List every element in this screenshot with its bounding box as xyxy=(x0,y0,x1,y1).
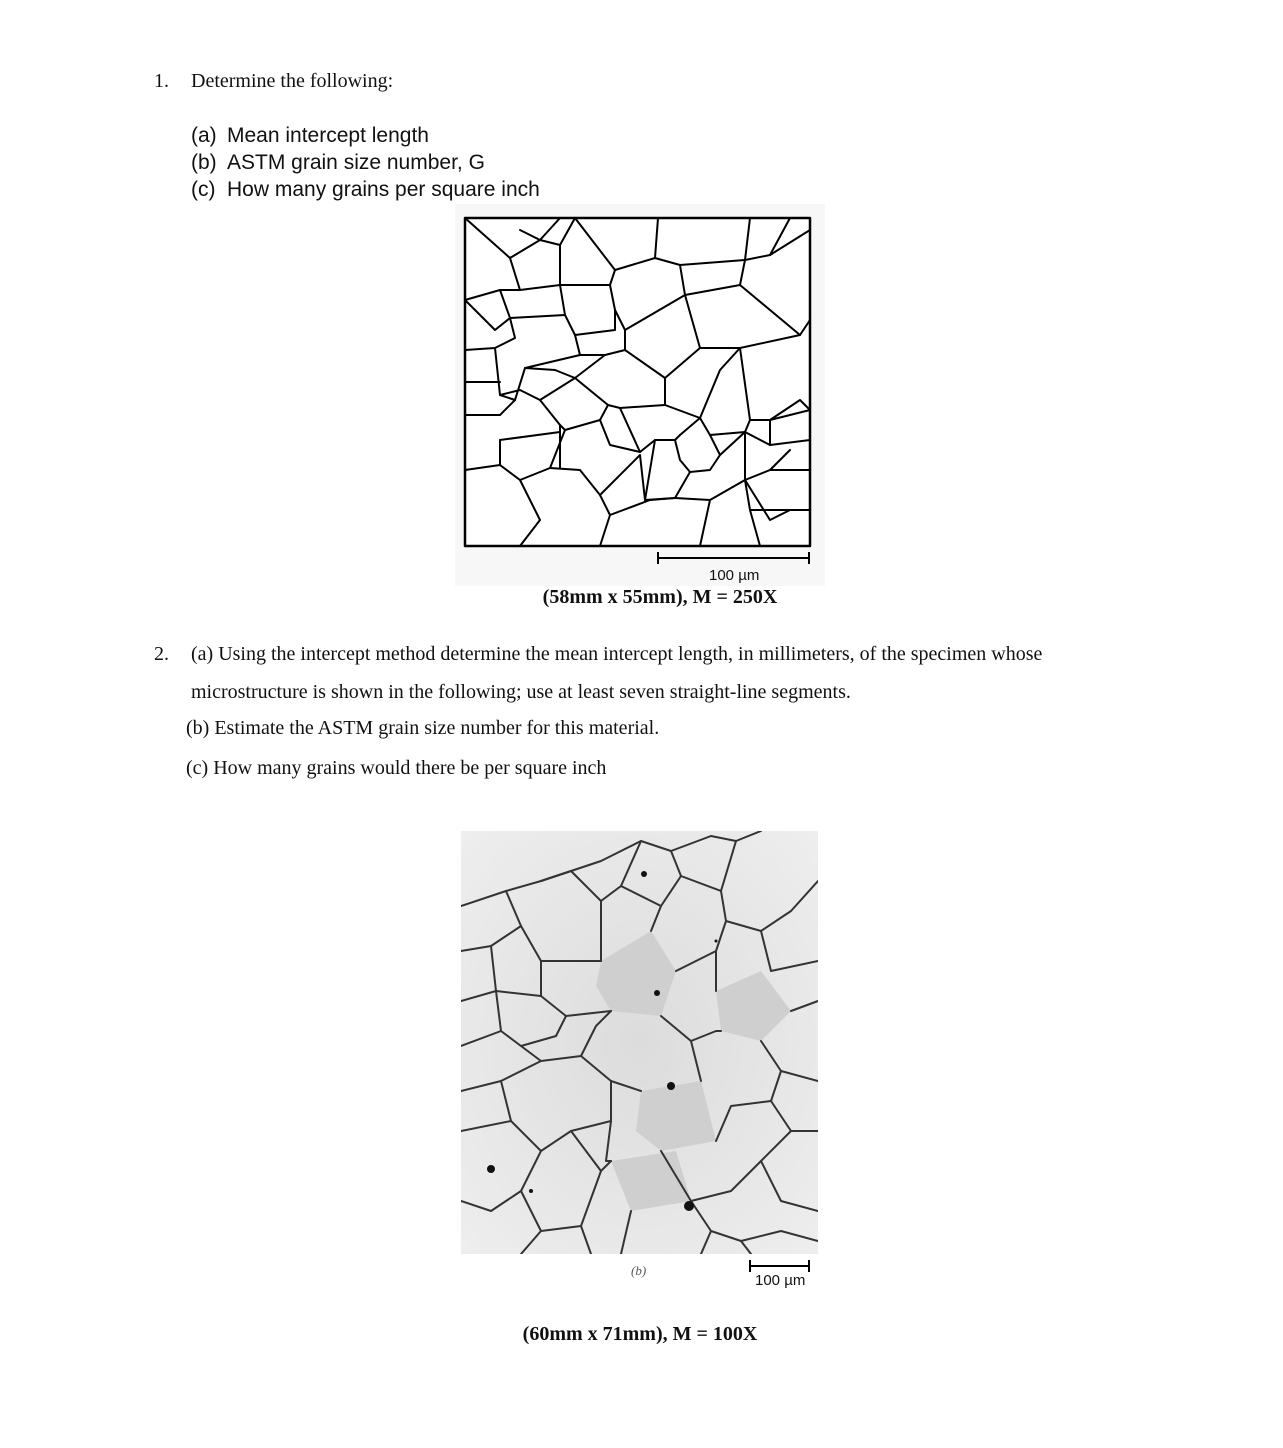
figure-2-caption: (60mm x 71mm), M = 100X xyxy=(522,1323,758,1345)
question-1-number: 1. xyxy=(154,70,169,92)
figure-2-panel-label: (b) xyxy=(631,1263,647,1278)
question-1-item-c xyxy=(191,178,540,202)
item-text: ASTM grain size number, G xyxy=(227,151,485,174)
item-label: (b) xyxy=(191,151,217,174)
item-label: (c) xyxy=(191,178,216,201)
question-2-part-a-line-1: (a) Using the intercept method determine the mean intercept length, in millimeters, of the specimen whose xyxy=(191,643,1043,665)
question-2-part-b: (b) Estimate the ASTM grain size number for this material. xyxy=(186,717,660,739)
figure-1-scale-label: 100 µm xyxy=(709,567,760,584)
question-1-item-a xyxy=(191,124,429,148)
grain-schematic-figure xyxy=(455,204,825,586)
item-label: (a) xyxy=(191,124,217,147)
micrograph-figure xyxy=(461,831,818,1254)
question-2-number: 2. xyxy=(154,643,169,665)
figure-2-scale-label: 100 µm xyxy=(755,1272,806,1289)
item-text: Mean intercept length xyxy=(227,124,429,147)
item-text: How many grains per square inch xyxy=(227,178,540,201)
question-1-item-b xyxy=(191,151,485,175)
question-2-part-c: (c) How many grains would there be per square inch xyxy=(186,757,607,779)
figure-1-caption: (58mm x 55mm), M = 250X xyxy=(542,586,778,608)
question-1-prompt: Determine the following: xyxy=(191,70,394,92)
question-2-part-a-line-2: microstructure is shown in the following; use at least seven straight-line segments. xyxy=(191,681,851,703)
